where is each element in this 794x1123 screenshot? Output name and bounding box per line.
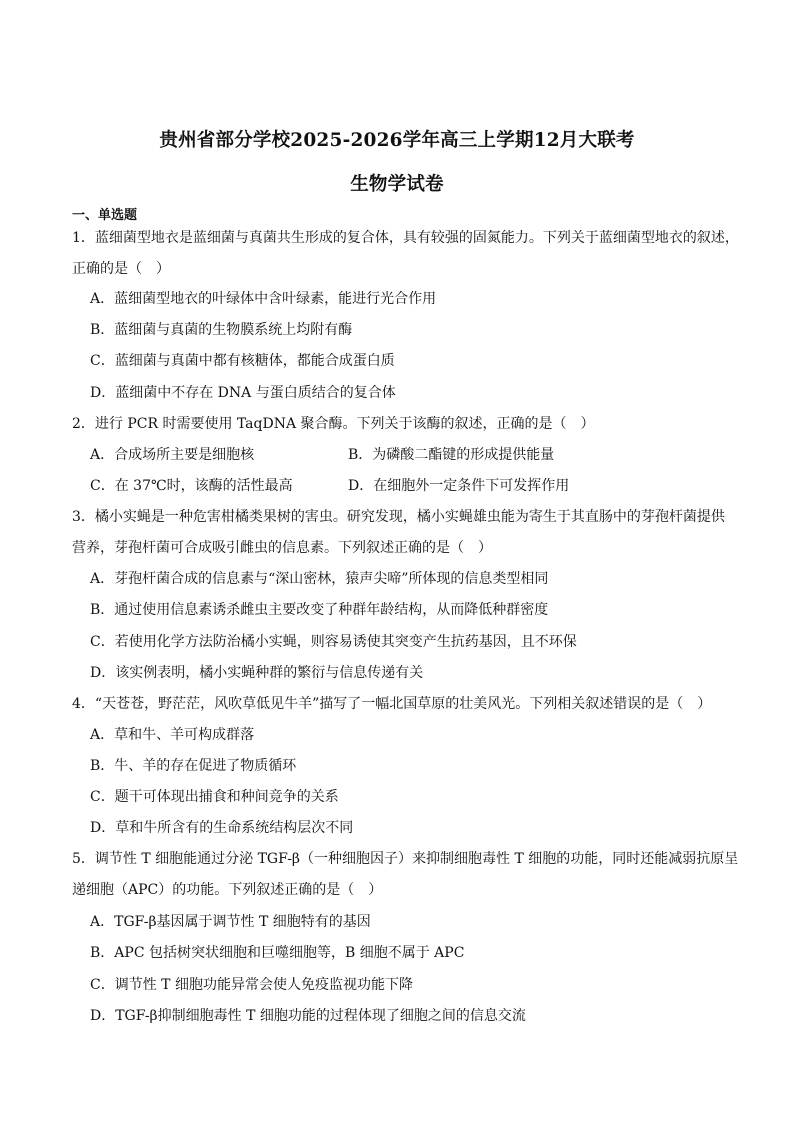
question-1-option-a: A．蓝细菌型地衣的叶绿体中含叶绿素，能进行光合作用 bbox=[90, 291, 437, 307]
exam-title: 贵州省部分学校2025-2026学年高三上学期12月大联考 bbox=[159, 130, 635, 151]
question-2-option-b: B．为磷酸二酯键的形成提供能量 bbox=[348, 447, 555, 463]
question-5-option-a: A．TGF-β基因属于调节性 T 细胞特有的基因 bbox=[90, 914, 371, 930]
question-5-stem-line-2: 递细胞（APC）的功能。下列叙述正确的是（ ） bbox=[72, 882, 383, 898]
question-1-option-d: D．蓝细菌中不存在 DNA 与蛋白质结合的复合体 bbox=[90, 385, 396, 401]
question-4-option-c: C．题干可体现出捕食和种间竞争的关系 bbox=[90, 789, 339, 805]
question-3-option-d: D．该实例表明，橘小实蝇种群的繁衍与信息传递有关 bbox=[90, 665, 424, 681]
question-3-stem-line-2: 营养，芽孢杆菌可合成吸引雌虫的信息素。下列叙述正确的是（ ） bbox=[72, 540, 492, 556]
question-4-option-a: A．草和牛、羊可构成群落 bbox=[90, 727, 255, 743]
question-2-option-c: C．在 37℃时，该酶的活性最高 bbox=[90, 478, 293, 494]
question-2-option-d: D．在细胞外一定条件下可发挥作用 bbox=[348, 478, 570, 494]
question-1-option-b: B．蓝细菌与真菌的生物膜系统上均附有酶 bbox=[90, 322, 353, 338]
question-3-option-c: C．若使用化学方法防治橘小实蝇，则容易诱使其突变产生抗药基因，且不环保 bbox=[90, 634, 577, 650]
exam-subtitle: 生物学试卷 bbox=[350, 174, 444, 195]
question-1-option-c: C．蓝细菌与真菌中都有核糖体，都能合成蛋白质 bbox=[90, 353, 395, 369]
question-4-option-d: D．草和牛所含有的生命系统结构层次不同 bbox=[90, 820, 354, 836]
question-5-option-b: B．APC 包括树突状细胞和巨噬细胞等，B 细胞不属于 APC bbox=[90, 945, 465, 961]
question-3-option-a: A．芽孢杆菌合成的信息素与“深山密林，猿声尖啼”所体现的信息类型相同 bbox=[90, 571, 549, 587]
question-5-option-c: C．调节性 T 细胞功能异常会使人免疫监视功能下降 bbox=[90, 977, 413, 993]
section-heading: 一、单选题 bbox=[72, 208, 138, 223]
question-3-stem-line-1: 3．橘小实蝇是一种危害柑橘类果树的害虫。研究发现，橘小实蝇雄虫能为寄生于其直肠中的芽孢杆菌提供 bbox=[72, 509, 725, 525]
question-2-stem-line-1: 2．进行 PCR 时需要使用 TaqDNA 聚合酶。下列关于该酶的叙述，正确的是（ ） bbox=[72, 416, 595, 432]
question-5-option-d: D．TGF-β抑制细胞毒性 T 细胞功能的过程体现了细胞之间的信息交流 bbox=[90, 1008, 526, 1024]
question-1-stem-line-2: 正确的是（ ） bbox=[72, 261, 170, 277]
question-5-stem-line-1: 5．调节性 T 细胞能通过分泌 TGF-β（一种细胞因子）来抑制细胞毒性 T 细胞的功能，同时还能减弱抗原呈 bbox=[72, 851, 739, 867]
question-4-option-b: B．牛、羊的存在促进了物质循环 bbox=[90, 758, 297, 774]
question-4-stem-line-1: 4．“天苍苍，野茫茫，风吹草低见牛羊”描写了一幅北国草原的壮美风光。下列相关叙述错误的是（ ） bbox=[72, 696, 712, 712]
question-1-stem-line-1: 1．蓝细菌型地衣是蓝细菌与真菌共生形成的复合体，具有较强的固氮能力。下列关于蓝细菌型地衣的叙述， bbox=[72, 230, 739, 246]
question-2-option-a: A．合成场所主要是细胞核 bbox=[90, 447, 255, 463]
question-3-option-b: B．通过使用信息素诱杀雌虫主要改变了种群年龄结构，从而降低种群密度 bbox=[90, 602, 549, 618]
